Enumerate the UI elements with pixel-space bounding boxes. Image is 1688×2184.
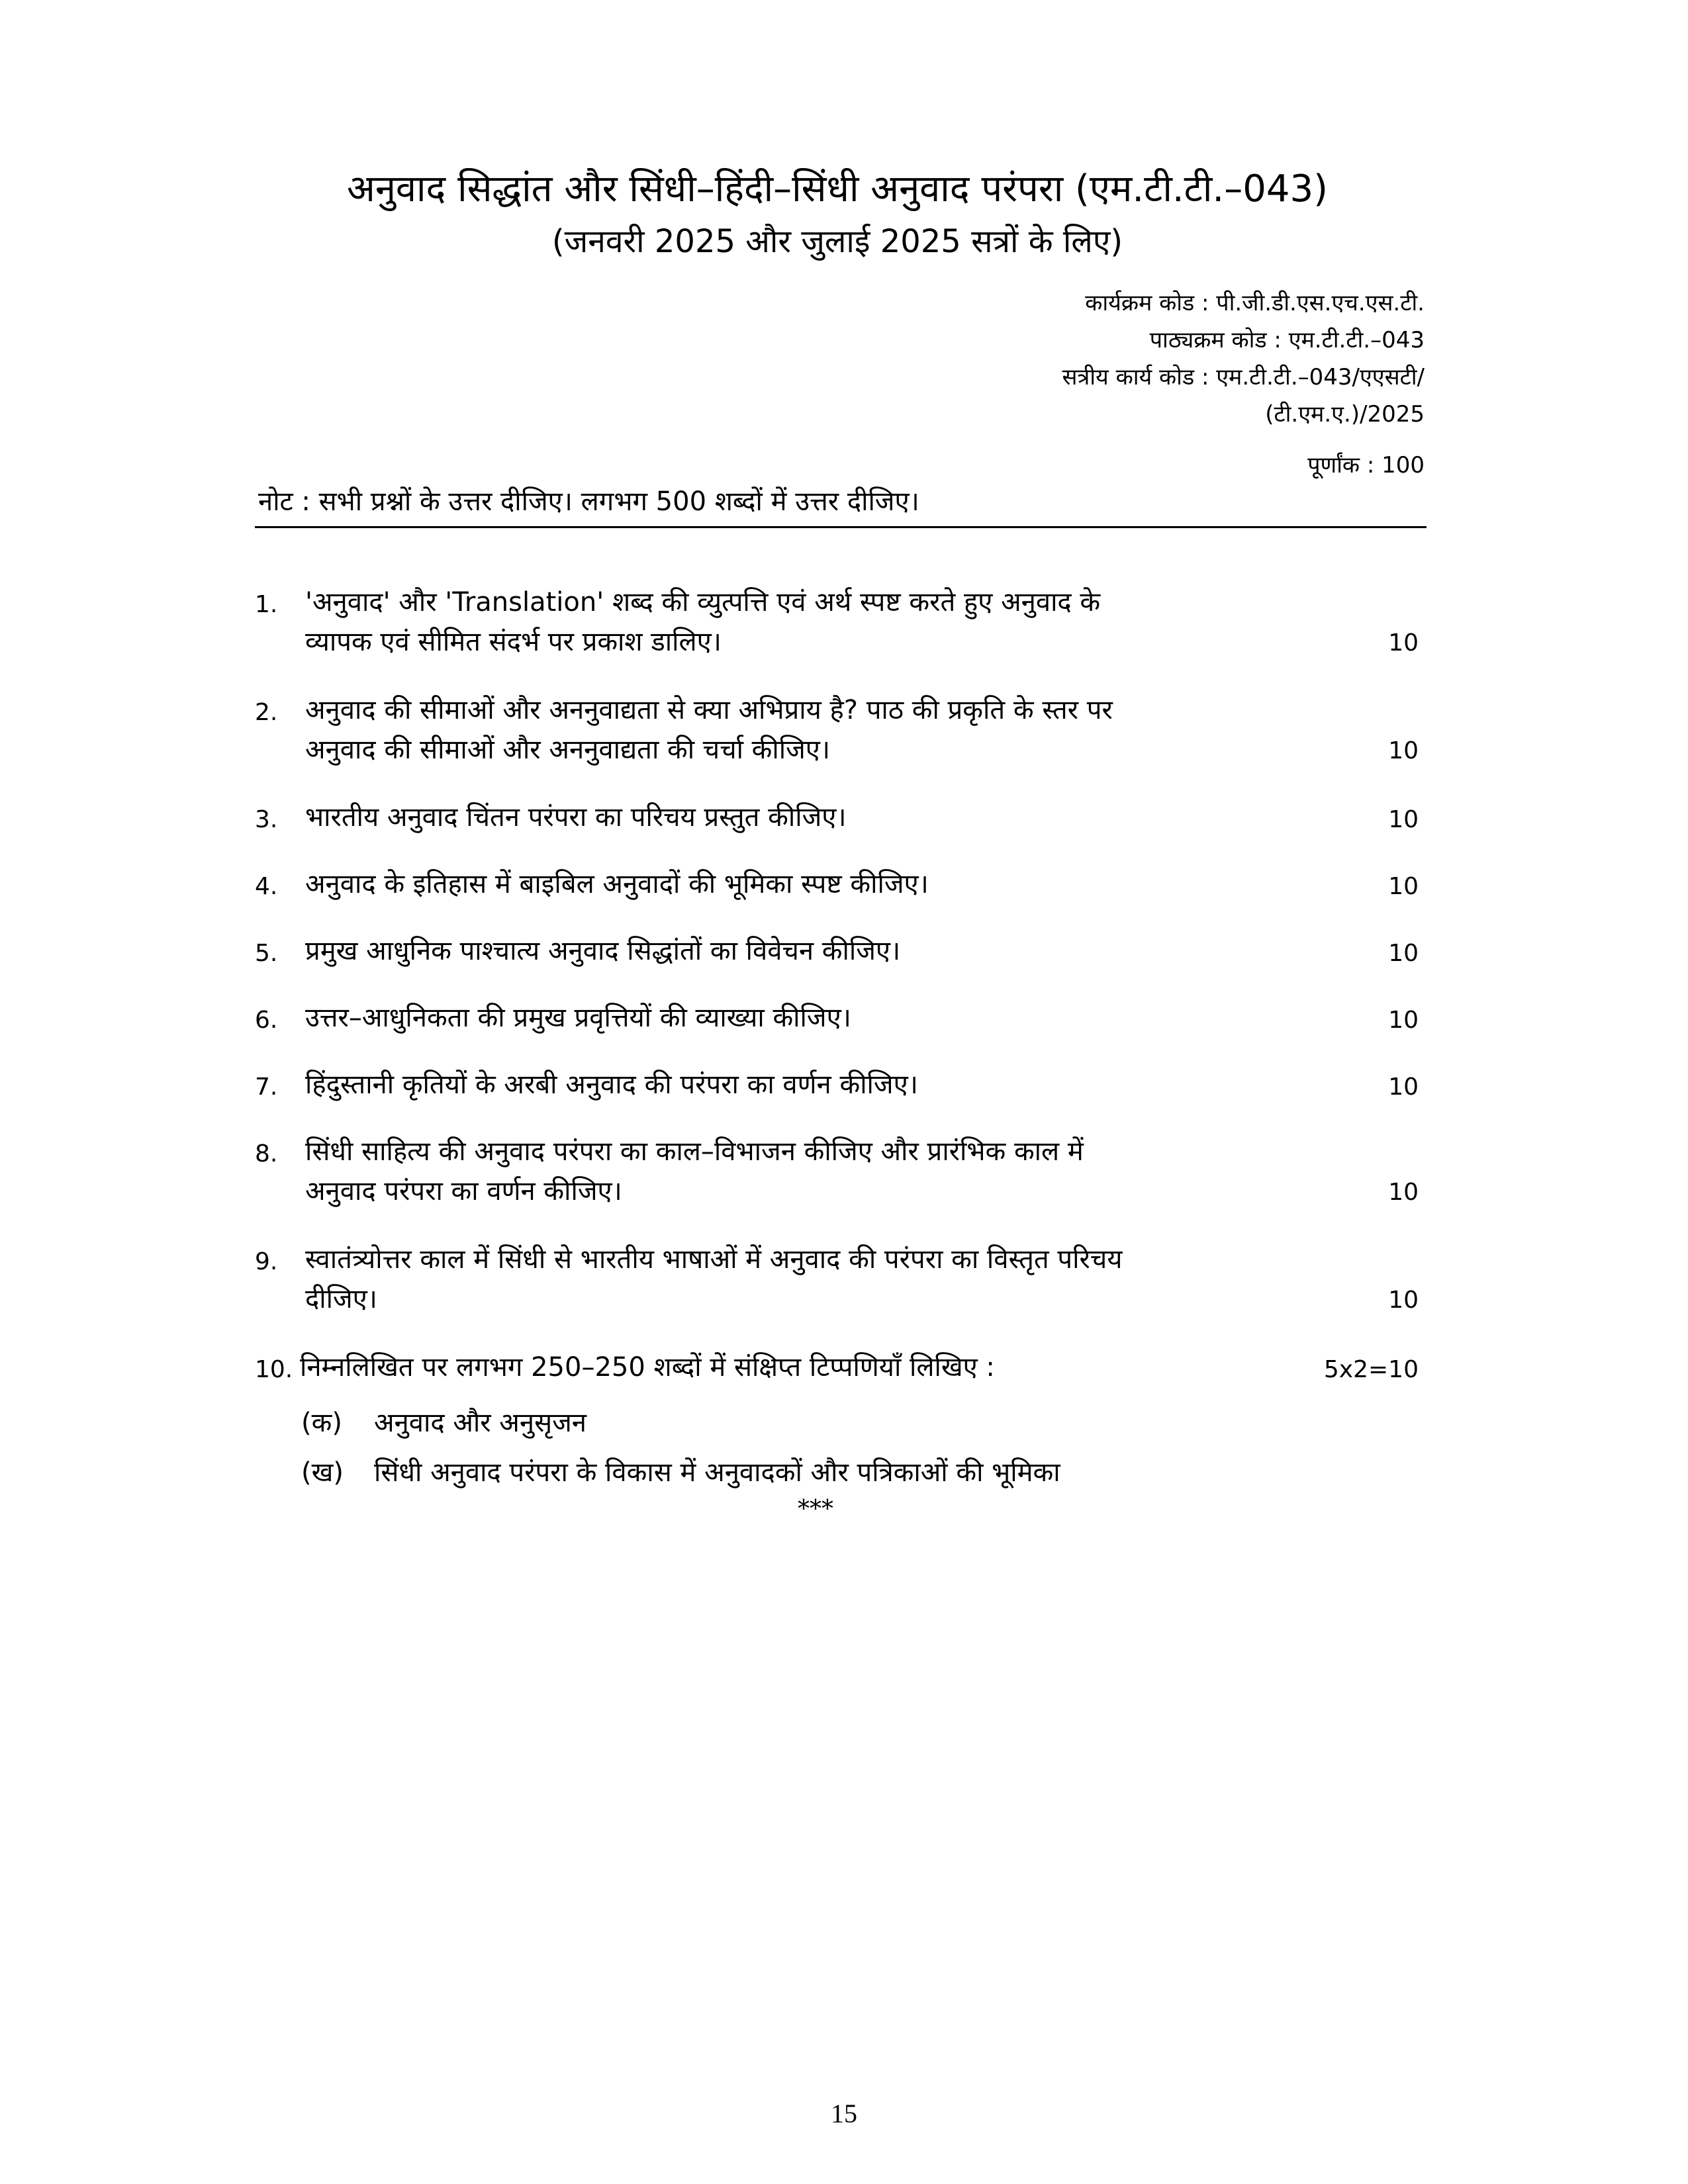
question-marks: 10 [1388, 1179, 1419, 1206]
question-line: सिंधी साहित्य की अनुवाद परंपरा का काल–विभाजन कीजिए और प्रारंभिक काल में [305, 1136, 1084, 1167]
subpart-text: सिंधी अनुवाद परंपरा के विकास में अनुवादकों और पत्रिकाओं की भूमिका [374, 1457, 1060, 1488]
page-title: अनुवाद सिद्धांत और सिंधी–हिंदी–सिंधी अनुवाद परंपरा (एम.टी.टी.–043) [347, 167, 1328, 210]
end-marker: *** [798, 1496, 833, 1523]
instruction-note: नोट : सभी प्रश्नों के उत्तर दीजिए। लगभग 500 शब्दों में उत्तर दीजिए। [258, 486, 919, 517]
question-marks: 10 [1388, 806, 1419, 833]
question-number: 3. [255, 806, 278, 833]
question-marks: 5x2=10 [1323, 1356, 1419, 1383]
programme-code: कार्यक्रम कोड : पी.जी.डी.एस.एच.एस.टी. [1085, 290, 1425, 316]
question-marks: 10 [1388, 737, 1419, 764]
divider-line [255, 526, 1427, 528]
question-marks: 10 [1388, 1007, 1419, 1034]
question-number: 7. [255, 1073, 278, 1101]
question-number: 9. [255, 1248, 278, 1275]
code-block [1062, 285, 1425, 433]
question-line: दीजिए। [305, 1284, 377, 1314]
question-line: अनुवाद की सीमाओं और अननुवाद्यता की चर्चा कीजिए। [305, 735, 831, 765]
subpart-label: (ख) [301, 1457, 344, 1488]
question-number: 4. [255, 873, 278, 900]
question-marks: 10 [1388, 940, 1419, 967]
question-text [305, 864, 1358, 904]
question-number: 8. [255, 1140, 278, 1167]
question-marks: 10 [1388, 629, 1419, 657]
question-text [300, 1347, 1352, 1387]
question-text [305, 582, 1358, 662]
subpart-text: अनुवाद और अनुसृजन [374, 1408, 586, 1438]
question-line: प्रमुख आधुनिक पाश्चात्य अनुवाद सिद्धांतों का विवेचन कीजिए। [305, 936, 901, 966]
question-number: 10. [255, 1356, 293, 1383]
question-number: 6. [255, 1007, 278, 1034]
question-line: 'अनुवाद' और 'Translation' शब्द की व्युत्पत्ति एवं अर्थ स्पष्ट करते हुए अनुवाद के [305, 587, 1101, 617]
course-code: पाठ्यक्रम कोड : एम.टी.टी.–043 [1149, 327, 1425, 353]
page-number: 15 [831, 2099, 857, 2128]
question-number: 5. [255, 940, 278, 967]
question-text [305, 998, 1358, 1038]
question-number: 1. [255, 591, 278, 618]
subpart-label: (क) [301, 1408, 342, 1438]
question-text [305, 931, 1358, 971]
question-marks: 10 [1388, 1287, 1419, 1314]
question-marks: 10 [1388, 1073, 1419, 1101]
question-line: निम्नलिखित पर लगभग 250–250 शब्दों में संक्षिप्त टिप्पणियाँ लिखिए : [300, 1352, 995, 1383]
question-text [305, 1240, 1358, 1319]
question-text [305, 1065, 1358, 1105]
max-marks: पूर्णांक : 100 [1307, 452, 1425, 478]
question-line: हिंदुस्तानी कृतियों के अरबी अनुवाद की परंपरा का वर्णन कीजिए। [305, 1069, 918, 1100]
question-line: उत्तर–आधुनिकता की प्रमुख प्रवृत्तियों की व्याख्या कीजिए। [305, 1003, 851, 1033]
assignment-code-line-1: सत्रीय कार्य कोड : एम.टी.टी.–043/एएसटी/ [1062, 364, 1425, 390]
question-line: अनुवाद के इतिहास में बाइबिल अनुवादों की भूमिका स्पष्ट कीजिए। [305, 869, 929, 899]
session-subtitle: (जनवरी 2025 और जुलाई 2025 सत्रों के लिए) [551, 223, 1123, 260]
question-line: भारतीय अनुवाद चिंतन परंपरा का परिचय प्रस्तुत कीजिए। [305, 802, 847, 833]
question-text [305, 690, 1358, 770]
question-text [305, 1132, 1358, 1211]
assignment-code-line-2: (टी.एम.ए.)/2025 [1265, 401, 1425, 428]
question-text [305, 797, 1358, 837]
question-line: व्यापक एवं सीमित संदर्भ पर प्रकाश डालिए। [305, 627, 722, 657]
question-number: 2. [255, 699, 278, 726]
subpart-item [301, 1453, 1060, 1492]
question-line: अनुवाद परंपरा का वर्णन कीजिए। [305, 1176, 622, 1206]
question-marks: 10 [1388, 873, 1419, 900]
subpart-item [301, 1403, 586, 1443]
question-line: अनुवाद की सीमाओं और अननुवाद्यता से क्या अभिप्राय है? पाठ की प्रकृति के स्तर पर [305, 695, 1113, 725]
question-line: स्वातंत्र्योत्तर काल में सिंधी से भारतीय भाषाओं में अनुवाद की परंपरा का विस्तृत परिचय [305, 1244, 1123, 1275]
